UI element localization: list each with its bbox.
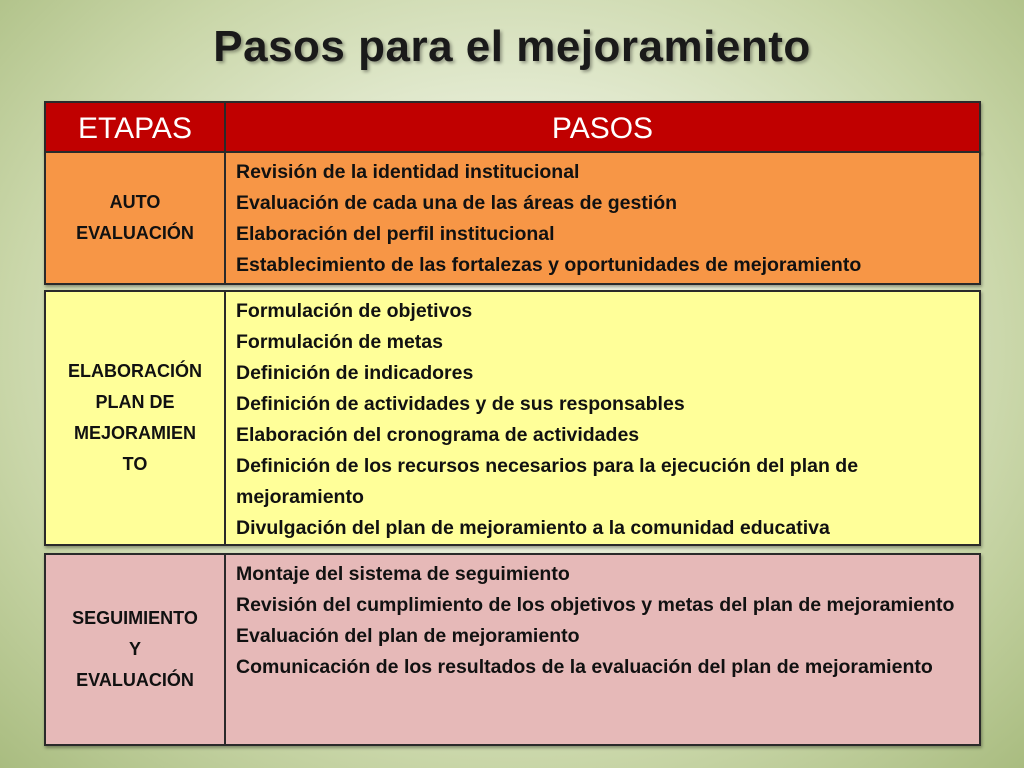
steps-cell [226, 292, 979, 544]
row-autoevaluacion [44, 151, 981, 285]
step-item: Evaluación del plan de mejoramiento [236, 625, 580, 647]
step-item: Revisión del cumplimiento de los objetivos y metas del plan de mejoramiento [236, 594, 955, 616]
stage-cell [46, 292, 226, 544]
stage-label-line: TO [122, 454, 148, 474]
stage-label-line: EVALUACIÓN [76, 223, 194, 243]
stage-label-line: SEGUIMIENTO [72, 608, 198, 628]
table-header [44, 101, 981, 153]
stage-label-line: Y [128, 639, 141, 659]
step-item: Formulación de metas [236, 331, 443, 353]
steps-cell [226, 555, 979, 744]
step-item: Evaluación de cada una de las áreas de gestión [236, 192, 678, 214]
row-seguimiento-evaluacion [44, 553, 981, 746]
step-item: Elaboración del cronograma de actividades [236, 424, 640, 446]
step-item: Revisión de la identidad institucional [236, 161, 580, 183]
step-item: Establecimiento de las fortalezas y oportunidades de mejoramiento [236, 254, 862, 276]
header-etapas: ETAPAS [46, 103, 226, 153]
stage-cell [46, 153, 226, 283]
page-title: Pasos para el mejoramiento [213, 22, 811, 71]
header-pasos: PASOS [551, 111, 654, 145]
step-item: Definición de actividades y de sus responsables [236, 393, 685, 415]
stage-label-line: PLAN DE [95, 392, 175, 412]
step-item: Elaboración del perfil institucional [236, 223, 555, 245]
row-elaboracion-plan [44, 290, 981, 546]
step-item: Formulación de objetivos [236, 300, 473, 322]
step-item: Divulgación del plan de mejoramiento a la comunidad educativa [236, 517, 830, 539]
stage-cell [46, 555, 226, 744]
stage-label-line: ELABORACIÓN [68, 361, 202, 381]
stage-label-line: AUTO [109, 192, 161, 212]
stage-label-line: MEJORAMIEN [73, 423, 196, 443]
step-item: Comunicación de los resultados de la evaluación del plan de mejoramiento [236, 656, 933, 678]
step-item: Definición de los recursos necesarios para la ejecución del plan de mejoramiento [236, 455, 859, 508]
stage-label-line: EVALUACIÓN [76, 670, 194, 690]
step-item: Definición de indicadores [236, 362, 474, 384]
step-item: Montaje del sistema de seguimiento [236, 563, 570, 585]
steps-cell [226, 153, 979, 283]
